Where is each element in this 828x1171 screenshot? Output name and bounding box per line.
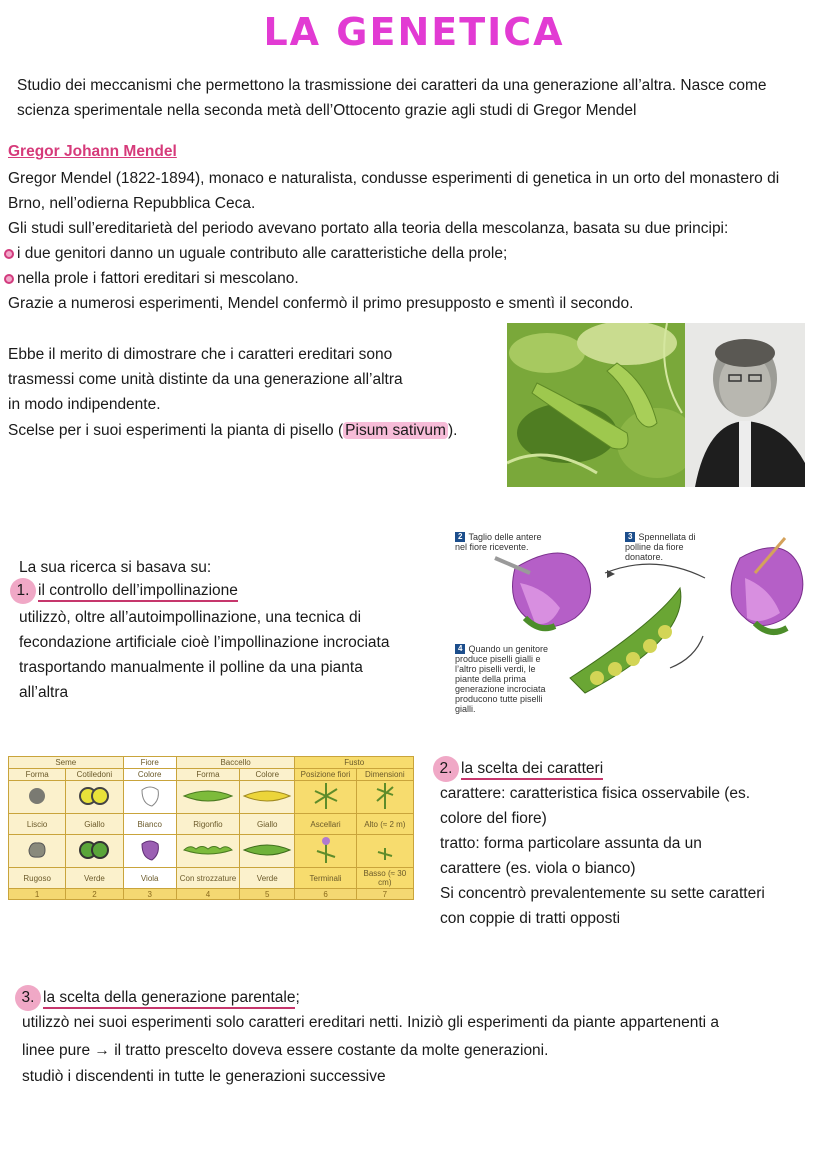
trait-label: Liscio	[9, 814, 66, 835]
step-2-badge: 2	[455, 532, 465, 542]
diagram-step-2: 2 Taglio delle antere nel fiore ricevente.	[455, 532, 542, 552]
item2-line-4: carattere (es. viola o bianco)	[440, 860, 636, 877]
item1-heading: 1. il controllo dell’impollinazione	[10, 578, 238, 604]
merit-line-3: in modo indipendente.	[8, 396, 161, 413]
trait-label: Bianco	[123, 814, 176, 835]
item3-line-3: studiò i discendenti in tutte le generazioni successive	[22, 1068, 386, 1085]
traits-table	[8, 756, 414, 900]
yellow-cotyledon-icon	[66, 781, 123, 814]
smooth-seed-icon	[9, 781, 66, 814]
constricted-pod-icon	[176, 835, 239, 868]
page-title: LA GENETICA	[263, 10, 565, 54]
step-4-badge: 4	[455, 644, 465, 654]
mendel-heading: Gregor Johann Mendel	[8, 143, 177, 160]
trait-label: Verde	[240, 868, 295, 889]
diagram-step-4: 4 Quando un genitore produce piselli gialli e l’altro piselli verdi, le piante della prima generazione incrociata producono tutte piselli gialli.	[455, 644, 549, 714]
sub-header: Colore	[123, 769, 176, 781]
axial-flowers-icon	[295, 781, 356, 814]
trait-label: Giallo	[66, 814, 123, 835]
step-3-badge: 3	[625, 532, 635, 542]
item3-line-1: utilizzò nei suoi esperimenti solo caratteri ereditari netti. Iniziò gli esperimenti da piante appartenenti a	[22, 1014, 720, 1031]
trait-label: Alto (≈ 2 m)	[356, 814, 413, 835]
merit-line-2: trasmessi come unità distinte da una generazione all’altra	[8, 371, 403, 388]
sub-header: Forma	[176, 769, 239, 781]
terminal-flowers-icon	[295, 835, 356, 868]
item3-line-2: linee pure → il tratto prescelto doveva essere costante da molte generazioni.	[22, 1042, 549, 1059]
item3-heading: 3. la scelta della generazione parentale;	[15, 985, 300, 1011]
trait-label: Terminali	[295, 868, 356, 889]
sub-header: Colore	[240, 769, 295, 781]
group-seme: Seme	[9, 757, 124, 769]
sub-header: Cotiledoni	[66, 769, 123, 781]
trait-label: Basso (≈ 30 cm)	[356, 868, 413, 889]
species-highlight: Pisum sativum	[345, 422, 446, 439]
trait-label: Verde	[66, 868, 123, 889]
bullet-2: nella prole i fattori ereditari si mescolano.	[4, 266, 299, 291]
bullet-dot-icon	[4, 249, 14, 259]
diagram-step-3: 3 Spennellata di polline da fiore donatore.	[625, 532, 696, 562]
item1-line-4: all’altra	[19, 684, 69, 701]
item3-number-badge: 3.	[15, 985, 41, 1011]
merit-line-4: Scelse per i suoi esperimenti la pianta di pisello ( Pisum sativum ).	[8, 422, 458, 439]
mendel-conclusion: Grazie a numerosi esperimenti, Mendel confermò il primo presupposto e smentì il secondo.	[8, 295, 634, 312]
trait-label: Rugoso	[9, 868, 66, 889]
item2-heading: 2. la scelta dei caratteri	[433, 756, 603, 782]
item1-line-2: fecondazione artificiale cioè l’impollinazione incrociata	[19, 634, 390, 651]
trait-number: 6	[295, 889, 356, 900]
item2-line-3: tratto: forma particolare assunta da un	[440, 835, 702, 852]
group-fusto: Fusto	[295, 757, 414, 769]
item2-line-5: Si concentrò prevalentemente su sette caratteri	[440, 885, 765, 902]
trait-label: Giallo	[240, 814, 295, 835]
research-intro: La sua ricerca si basava su:	[19, 559, 212, 576]
sub-header: Forma	[9, 769, 66, 781]
trait-label: Rigonfio	[176, 814, 239, 835]
trait-number: 2	[66, 889, 123, 900]
bullet-dot-icon	[4, 274, 14, 284]
pollination-diagram	[455, 528, 813, 720]
green-pod-icon	[240, 835, 295, 868]
tall-stem-icon	[356, 781, 413, 814]
purple-flower-icon	[123, 835, 176, 868]
group-fiore: Fiore	[123, 757, 176, 769]
item2-number-badge: 2.	[433, 756, 459, 782]
trait-label: Ascellari	[295, 814, 356, 835]
merit-line-1: Ebbe il merito di dimostrare che i caratteri ereditari sono	[8, 346, 393, 363]
trait-label: Con strozzature	[176, 868, 239, 889]
item1-number-badge: 1.	[10, 578, 36, 604]
traits-table-container	[8, 756, 414, 900]
trait-number: 7	[356, 889, 413, 900]
item2-line-2: colore del fiore)	[440, 810, 547, 827]
inflated-pod-icon	[176, 781, 239, 814]
yellow-pod-icon	[240, 781, 295, 814]
trait-number: 4	[176, 889, 239, 900]
item2-line-6: con coppie di tratti opposti	[440, 910, 621, 927]
pea-and-mendel-photo	[507, 323, 805, 487]
trait-number: 3	[123, 889, 176, 900]
item1-line-3: trasportando manualmente il polline da una pianta	[19, 659, 363, 676]
item1-line-1: utilizzò, oltre all’autoimpollinazione, una tecnica di	[19, 609, 362, 626]
green-cotyledon-icon	[66, 835, 123, 868]
group-baccello: Baccello	[176, 757, 295, 769]
bullet-1: i due genitori danno un uguale contributo alle caratteristiche della prole;	[4, 241, 507, 266]
trait-number: 5	[240, 889, 295, 900]
sub-header: Posizione fiori	[295, 769, 356, 781]
short-stem-icon	[356, 835, 413, 868]
wrinkled-seed-icon	[9, 835, 66, 868]
mendel-bio: Gregor Mendel (1822-1894), monaco e naturalista, condusse esperimenti di genetica in un orto del monastero di Brno, nell’odierna Repubblica Ceca.	[8, 170, 780, 212]
mendel-theory: Gli studi sull’ereditarietà del periodo avevano portato alla teoria della mescolanza, basata su due principi:	[8, 220, 729, 237]
intro-paragraph: Studio dei meccanismi che permettono la trasmissione dei caratteri da una generazione all’altra. Nasce come scienza sperimentale nella seconda metà dell’Ottocento grazie agli studi di Gregor Mendel	[17, 77, 767, 119]
white-flower-icon	[123, 781, 176, 814]
item2-line-1: carattere: caratteristica fisica osservabile (es.	[440, 785, 751, 802]
trait-label: Viola	[123, 868, 176, 889]
sub-header: Dimensioni	[356, 769, 413, 781]
trait-number: 1	[9, 889, 66, 900]
